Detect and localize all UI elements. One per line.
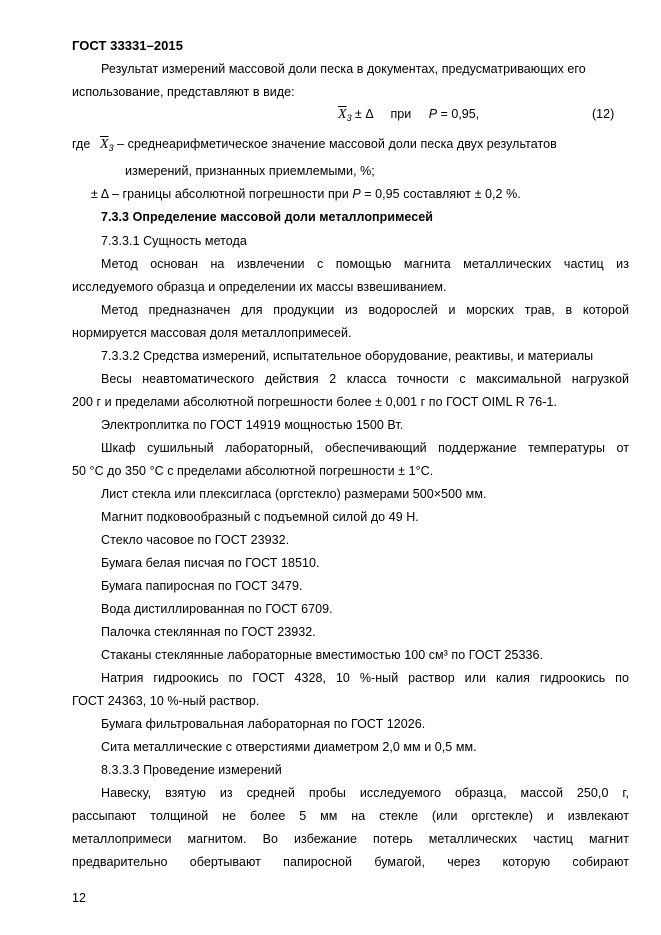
where-text: – среднеарифметическое значение массовой доли песка двух результатов bbox=[117, 137, 557, 151]
list-item: Палочка стеклянная по ГОСТ 23932. bbox=[101, 625, 316, 639]
list-item: Бумага белая писчая по ГОСТ 18510. bbox=[101, 556, 320, 570]
where-subscript: 3 bbox=[108, 143, 114, 153]
paragraph-line: Навеску, взятую из средней пробы исследуемого образца, массой 250,0 г, bbox=[101, 786, 629, 800]
paragraph-line: рассыпают толщиной не более 5 мм на стекле (или оргстекле) и извлекают bbox=[72, 809, 629, 823]
paragraph-line: измерений, признанных приемлемыми, %; bbox=[125, 164, 375, 178]
paragraph-line: Метод предназначен для продукции из водорослей и морских трав, в которой bbox=[101, 303, 629, 317]
list-item: Стаканы стеклянные лабораторные вместимостью 100 см³ по ГОСТ 25336. bbox=[101, 648, 544, 662]
formula-p-label: P bbox=[428, 107, 438, 121]
formula-12 bbox=[72, 104, 629, 124]
list-item: Вода дистиллированная по ГОСТ 6709. bbox=[101, 602, 333, 616]
paragraph-line: металлопримеси магнитом. Во избежание потерь металлических частиц магнит bbox=[72, 832, 629, 846]
formula-subscript: 3 bbox=[346, 113, 352, 123]
formula-variable: $\overline{X}$ bbox=[338, 107, 347, 122]
paragraph-line: нормируется массовая доля металлопримесей. bbox=[72, 326, 352, 340]
paragraph-line: предварительно обертывают папиросной бумагой, через которую собирают bbox=[72, 855, 629, 869]
list-item: Бумага фильтровальная лабораторная по ГОСТ 12026. bbox=[101, 717, 426, 731]
list-item: Бумага папиросная по ГОСТ 3479. bbox=[101, 579, 303, 593]
list-item: Стекло часовое по ГОСТ 23932. bbox=[101, 533, 290, 547]
paragraph-line: исследуемого образца и определении их массы взвешиванием. bbox=[72, 280, 447, 294]
where2-text-a: ± Δ – границы абсолютной погрешности при bbox=[91, 187, 353, 201]
paragraph-line: 200 г и пределами абсолютной погрешности более ± 0,001 г по ГОСТ OIML R 76-1. bbox=[72, 395, 558, 409]
formula-p-value: = 0,95, bbox=[440, 107, 480, 121]
paragraph-line: Шкаф сушильный лабораторный, обеспечивающий поддержание температуры от bbox=[101, 441, 629, 455]
where-variable: $\overline{X}$ bbox=[99, 137, 109, 152]
paragraph-line: использование, представляют в виде: bbox=[72, 85, 295, 99]
formula-pm: ± Δ bbox=[351, 107, 374, 121]
formula-when: при bbox=[390, 107, 412, 121]
paragraph-line: ГОСТ 24363, 10 %-ный раствор. bbox=[72, 694, 260, 708]
subsection-heading: 7.3.3.2 Средства измерений, испытательное оборудование, реактивы, и материалы bbox=[101, 349, 594, 363]
section-heading: 7.3.3 Определение массовой доли металлопримесей bbox=[101, 210, 433, 224]
where2-p-label: P bbox=[352, 187, 361, 201]
formula-expression bbox=[338, 104, 479, 128]
list-item: Магнит подковообразный с подъемной силой до 49 Н. bbox=[101, 510, 419, 524]
standard-header: ГОСТ 33331–2015 bbox=[72, 38, 183, 53]
where-prefix: где bbox=[72, 137, 91, 151]
paragraph-line: 50 °С до 350 °С с пределами абсолютной погрешности ± 1°С. bbox=[72, 464, 434, 478]
paragraph-line: Метод основан на извлечении с помощью магнита металлических частиц из bbox=[101, 257, 629, 271]
page-number: 12 bbox=[72, 891, 86, 905]
where-clause bbox=[72, 135, 629, 153]
where-clause-delta bbox=[91, 185, 629, 203]
subsection-heading: 8.3.3.3 Проведение измерений bbox=[101, 763, 282, 777]
where2-text-b: = 0,95 составляют ± 0,2 %. bbox=[360, 187, 521, 201]
paragraph-line: Электроплитка по ГОСТ 14919 мощностью 1500 Вт. bbox=[101, 418, 404, 432]
list-item: Сита металлические с отверстиями диаметром 2,0 мм и 0,5 мм. bbox=[101, 740, 477, 754]
paragraph-line: Результат измерений массовой доли песка в документах, предусматривающих его bbox=[101, 62, 586, 76]
paragraph-line: Натрия гидроокись по ГОСТ 4328, 10 %-ный раствор или калия гидроокись по bbox=[101, 671, 629, 685]
subsection-heading: 7.3.3.1 Сущность метода bbox=[101, 234, 247, 248]
equation-number: (12) bbox=[592, 107, 615, 121]
list-item: Лист стекла или плексигласа (оргстекло) размерами 500×500 мм. bbox=[101, 487, 487, 501]
paragraph-line: Весы неавтоматического действия 2 класса точности с максимальной нагрузкой bbox=[101, 372, 629, 386]
